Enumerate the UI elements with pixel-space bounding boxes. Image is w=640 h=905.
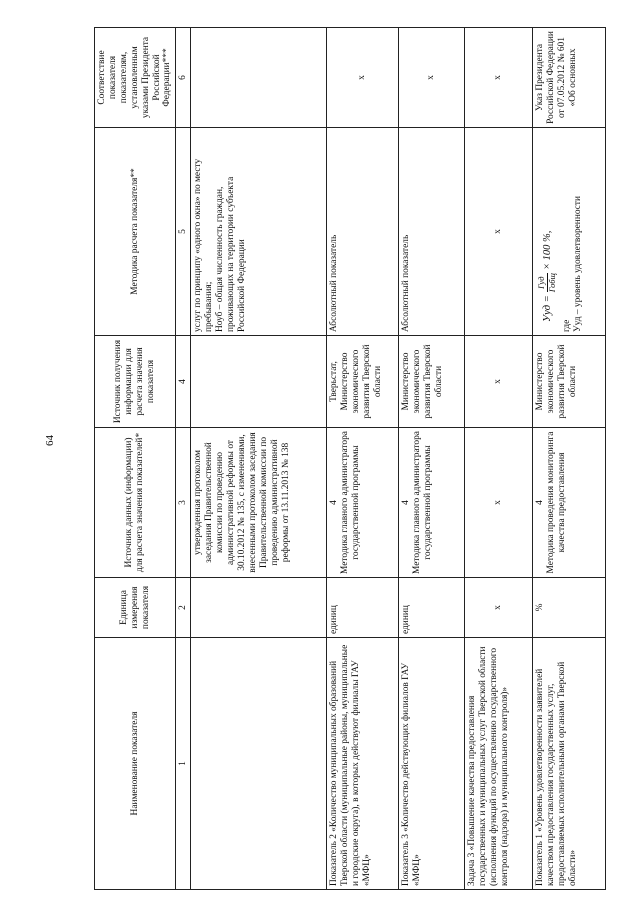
column-number: 2	[176, 578, 191, 638]
cell-name: Показатель 2 «Количество муниципальных образований Тверской области (муниципальные районы, муниципальные и городские округа), в которых действуют филиалы ГАУ «МФЦ»	[327, 638, 399, 890]
header-compliance: Соответствие показателя показателям, установленным указами Президента Российской Федерации***	[95, 28, 176, 128]
column-number: 6	[176, 28, 191, 128]
method-where: где	[562, 319, 573, 332]
cell-compliance: x	[465, 28, 533, 128]
column-number: 5	[176, 128, 191, 336]
method-formula	[537, 131, 558, 322]
page-number: 64	[44, 435, 56, 446]
header-row	[95, 28, 176, 890]
cell-data-source: x	[465, 428, 533, 578]
cell-unit: x	[465, 578, 533, 638]
formula-lhs: Ууд =	[541, 295, 553, 322]
column-number: 1	[176, 638, 191, 890]
cell-method	[533, 128, 606, 336]
column-number-row	[176, 28, 191, 890]
cell-info-source: x	[465, 336, 533, 428]
cell-unit: единиц	[399, 578, 465, 638]
cell-info-source: Тверьстат, Министерство экономического развития Тверской области	[327, 336, 399, 428]
table-row	[327, 28, 399, 890]
cell-method: x	[465, 128, 533, 336]
table-row	[533, 28, 606, 890]
cell-data-source-number: 4	[401, 500, 412, 505]
cell-name	[191, 638, 327, 890]
cell-data-source	[399, 428, 465, 578]
cell-info-source: Министерство экономического развития Тверской области	[533, 336, 606, 428]
column-number: 4	[176, 336, 191, 428]
cell-compliance: Указ Президента Российской Федерации от 07.05.2012 № 601 «Об основных	[533, 28, 606, 128]
cell-compliance: x	[399, 28, 465, 128]
column-number: 3	[176, 428, 191, 578]
cell-compliance	[191, 28, 327, 128]
cell-data-source-text: Методика проведения мониторинга качества предоставления	[546, 431, 568, 574]
table-row	[465, 28, 533, 890]
cell-data-source	[533, 428, 606, 578]
header-method: Методика расчета показателя**	[95, 128, 176, 336]
cell-method: Абсолютный показатель	[327, 128, 399, 336]
header-data-source: Источник данных (информации) для расчета значения показателей*	[95, 428, 176, 578]
formula-denominator: Гобщ	[547, 273, 558, 293]
rotated-table-wrapper	[94, 28, 606, 890]
indicators-table	[94, 27, 606, 890]
table-row	[399, 28, 465, 890]
header-unit: Единица измерения показателя	[95, 578, 176, 638]
formula-numerator: Гуд	[536, 276, 547, 289]
header-info-source: Источник получения информации для расчета значения показателя	[95, 336, 176, 428]
cell-compliance: x	[327, 28, 399, 128]
method-text: Ууд – уровень удовлетворенности	[572, 195, 583, 332]
cell-unit: %	[533, 578, 606, 638]
cell-data-source-text: Методика главного администратора государственной программы	[340, 431, 362, 574]
header-indicator-name: Наименование показателя	[95, 638, 176, 890]
table-row	[191, 28, 327, 890]
cell-data-source: утвержденная протоколом заседания Правительственной комиссии по проведению административной реформы от 30.10.2012 № 135, с изменениями, внесенными протоколом заседания Правительственной комиссии по проведению административной реформы от 13.11.2013 № 138	[191, 428, 327, 578]
cell-data-source-number: 4	[535, 500, 546, 505]
cell-unit: единиц	[327, 578, 399, 638]
cell-data-source-number: 4	[329, 500, 340, 505]
cell-name: Задача 3 «Повышение качества предоставления государственных и муниципальных услуг Тверской области (исполнения функций по осуществлению государственного контроля (надзора) и муниципального контроля)»	[465, 638, 533, 890]
cell-name: Показатель 1 «Уровень удовлетворенности заявителей качеством предоставления государственных услуг, предоставляемых исполнительными органами Тверской области»	[533, 638, 606, 890]
cell-info-source	[191, 336, 327, 428]
cell-info-source: Министерство экономического развития Тверской области	[399, 336, 465, 428]
cell-data-source	[327, 428, 399, 578]
cell-data-source-text: Методика главного администратора государственной программы	[412, 431, 434, 574]
cell-method: услуг по принципу «одного окна» по месту пребывания; Ноуб – общая численность граждан, проживающих на территории субъекта Российской Федерации	[191, 128, 327, 336]
cell-method: Абсолютный показатель	[399, 128, 465, 336]
cell-unit	[191, 578, 327, 638]
formula-fraction	[537, 273, 558, 292]
formula-rhs: × 100 %,	[541, 230, 553, 271]
cell-name: Показатель 3 «Количество действующих филиалов ГАУ «МФЦ»	[399, 638, 465, 890]
